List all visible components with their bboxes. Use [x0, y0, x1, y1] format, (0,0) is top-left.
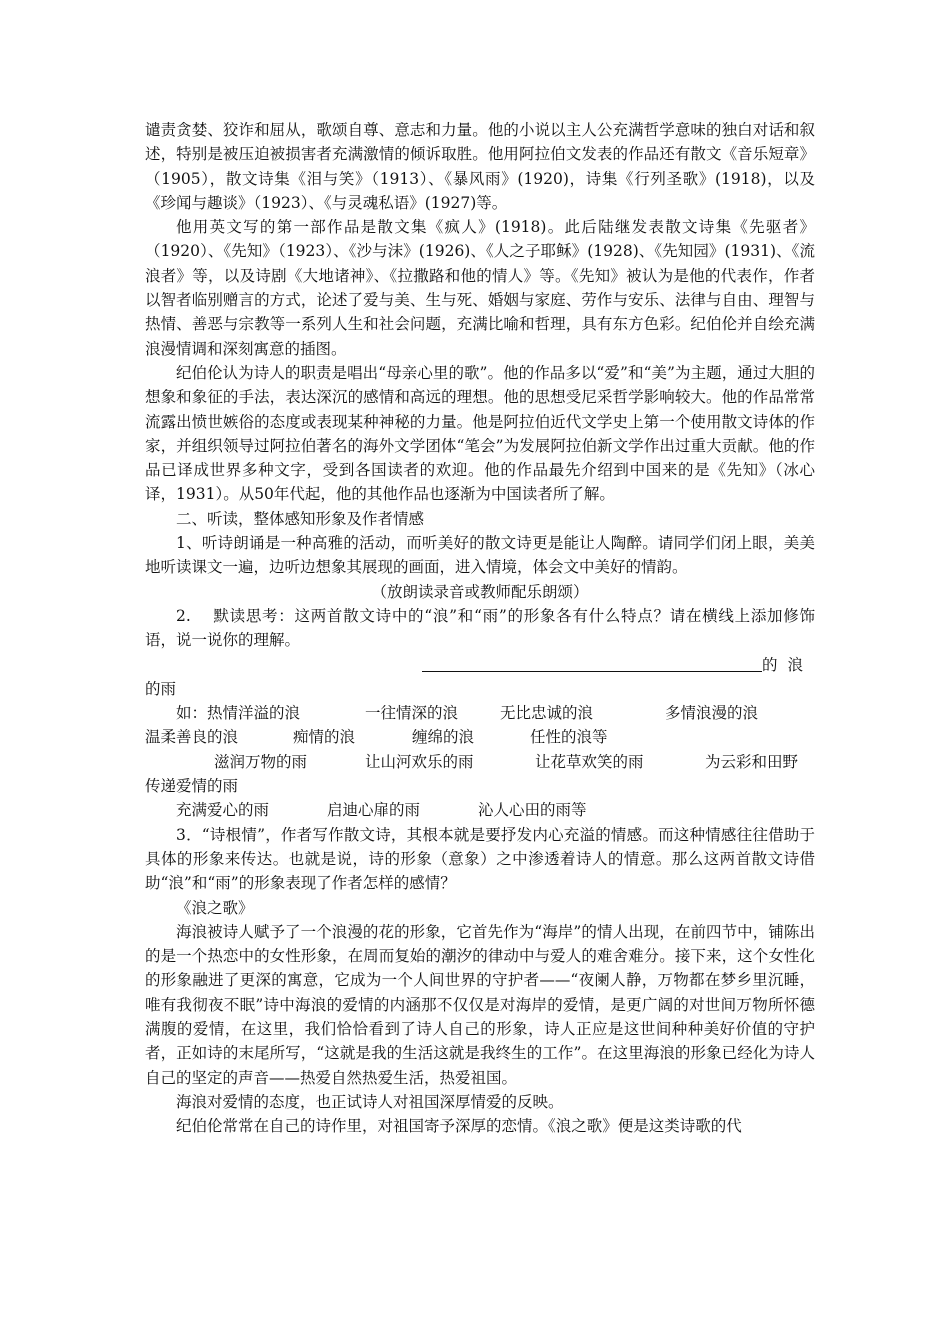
example-item: 让山河欢乐的雨	[365, 752, 474, 771]
example-row-1	[145, 701, 815, 725]
fill-in-blank-row	[145, 653, 815, 677]
example-item: 启迪心扉的雨	[327, 801, 421, 820]
paragraph-poet-role: 纪伯伦认为诗人的职责是唱出“母亲心里的歌”。他的作品多以“爱”和“美”为主题，通过大胆的想象和象征的手法，表达深沉的感情和高远的理想。他的思想受尼采哲学影响较大。他的作品常常流露出愤世嫉俗的态度或表现某种神秘的力量。他是阿拉伯近代文学史上第一个使用散文诗体的作家，并组织领导过阿拉伯著名的海外文学团体“笔会”为发展阿拉伯新文学作出过重大贡献。他的作品已译成世界多种文字，受到各国读者的欢迎。他的作品最先介绍到中国来的是《先知》（冰心译，1931）。从50年代起，他的其他作品也逐渐为中国读者所了解。	[145, 363, 815, 504]
document-body	[145, 118, 815, 1138]
question-1: 1、听诗朗诵是一种高雅的活动，而听美好的散文诗更是能让人陶醉。请同学们闭上眼，美美地听读课文一遍，边听边想象其展现的画面，进入情境，体会文中美好的情韵。	[145, 534, 815, 577]
example-item: 痴情的浪	[293, 728, 356, 747]
paragraph-homeland: 纪伯伦常常在自己的诗作里，对祖国寄予深厚的恋情。《浪之歌》便是这类诗歌的代	[176, 1117, 742, 1136]
question-3: 3．“诗根情”，作者写作散文诗，其根本就是要抒发内心充溢的情感。而这种情感往往借助于具体的形象来传达。也就是说，诗的形象（意象）之中渗透着诗人的情意。那么这两首散文诗借助“浪”和“雨”的形象表现了作者怎样的感情？	[145, 825, 815, 893]
example-item: 如：热情洋溢的浪	[176, 704, 301, 723]
paragraph-works-english: 他用英文写的第一部作品是散文集《疯人》(1918)。此后陆继发表散文诗集《先驱者》（1920）、《先知》（1923）、《沙与沫》(1926)、《人之子耶稣》(1928)、《先知园》(1931)、《流浪者》等，以及诗剧《大地诸神》、《拉撒路和他的情人》等。《先知》被认为是他的代表作，作者以智者临别赠言的方式，论述了爱与美、生与死、婚姻与家庭、劳作与安乐、法律与自由、理智与热情、善恶与宗教等一系列人生和社会问题，充满比喻和哲理，具有东方色彩。纪伯伦并自绘充满浪漫情调和深刻寓意的插图。	[145, 218, 815, 358]
blank-suffix-wave: 的浪	[762, 655, 814, 674]
example-item: 沁人心田的雨等	[478, 801, 587, 820]
example-item: 传递爱情的雨	[145, 777, 239, 796]
example-item: 无比忠诚的浪	[500, 704, 594, 723]
paragraph-works-arabic: 谴责贪婪、狡诈和屈从，歌颂自尊、意志和力量。他的小说以主人公充满哲学意味的独白对话和叙述，特别是被压迫被损害者充满激情的倾诉取胜。他用阿拉伯文发表的作品还有散文《音乐短章》（1905），散文诗集《泪与笑》（1913）、《暴风雨》(1920)，诗集《行列圣歌》(1918)，以及《珍闻与趣谈》（1923）、《与灵魂私语》(1927)等。	[145, 121, 815, 212]
paragraph-wave-analysis: 海浪被诗人赋予了一个浪漫的花的形象，它首先作为“海岸”的情人出现，在前四节中，铺陈出的是一个热恋中的女性形象，在周而复始的潮汐的律动中与爱人的难舍难分。接下来，这个女性化的形象融进了更深的寓意，它成为一个人间世界的守护者——“夜阑人静，万物都在梦乡里沉睡，唯有我彻夜不眠”诗中海浪的爱情的内涵那不仅仅是对海岸的爱情，是更广阔的对世间万物所怀德满腹的爱情，在这里，我们恰恰看到了诗人自己的形象，诗人正应是这世间种种美好价值的守护者，正如诗的末尾所写，“这就是我的生活这就是我终生的工作”。在这里海浪的形象已经化为诗人自己的坚定的声音——热爱自然热爱生活，热爱祖国。	[145, 922, 815, 1087]
example-item: 让花草欢笑的雨	[535, 752, 644, 771]
example-item: 充满爱心的雨	[176, 801, 270, 820]
example-item: 缠绵的浪	[412, 728, 475, 747]
poem-title: 《浪之歌》	[176, 898, 254, 917]
example-item: 为云彩和田野	[705, 752, 799, 771]
paragraph-love-attitude: 海浪对爱情的态度，也正试诗人对祖国深厚情爱的反映。	[176, 1092, 564, 1111]
section-heading-listen: 二、听读，整体感知形象及作者情感	[176, 509, 425, 528]
example-row-4	[145, 798, 815, 822]
example-row-2	[145, 725, 815, 749]
example-list	[145, 701, 815, 822]
example-item: 滋润万物的雨	[214, 752, 308, 771]
blank-line	[422, 671, 762, 672]
example-row-3-continued	[145, 774, 815, 798]
question-2: 2. 默读思考：这两首散文诗中的“浪”和“雨”的形象各有什么特点？请在横线上添加修饰语，说一说你的理解。	[145, 606, 815, 650]
example-item: 任性的浪等	[530, 728, 608, 747]
example-item: 温柔善良的浪	[145, 728, 239, 747]
example-item: 一往情深的浪	[365, 704, 459, 723]
blank-suffix-rain: 的雨	[145, 679, 177, 698]
example-item: 多情浪漫的浪	[665, 704, 759, 723]
example-row-3	[145, 750, 815, 774]
reading-note: （放朗读录音或教师配乐朗颂）	[371, 582, 589, 601]
